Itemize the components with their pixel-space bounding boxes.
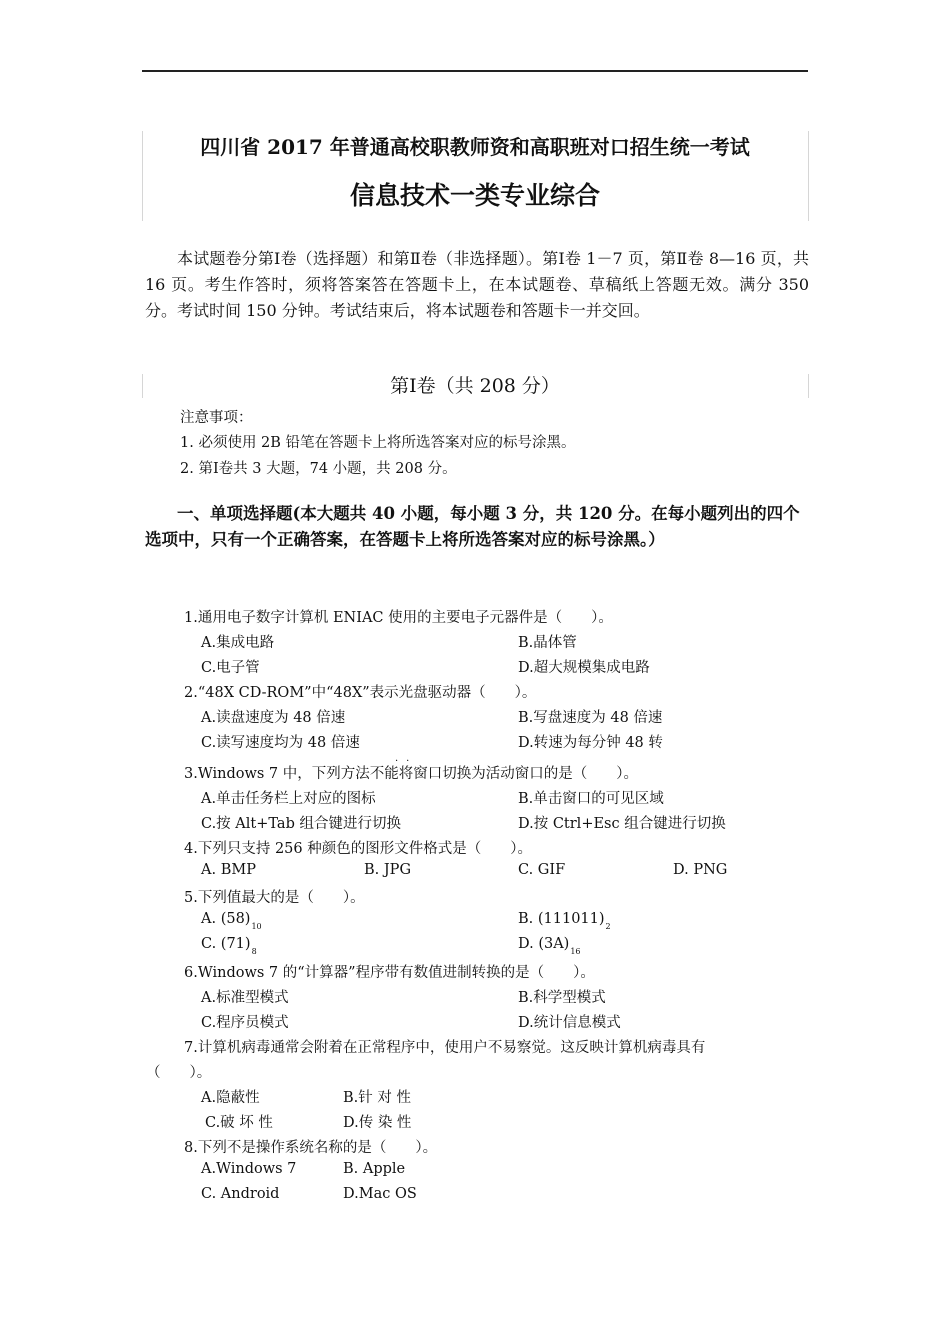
question-stem: 2.“48X CD-ROM”中“48X”表示光盘驱动器（ ）。: [184, 685, 537, 701]
question-stem: 6.Windows 7 的“计算器”程序带有数值进制转换的是（ ）。: [184, 965, 595, 981]
option: A. $(58)_{10}$: [201, 911, 262, 931]
option: C.程序员模式: [201, 1015, 289, 1031]
base-subscript: 16: [570, 947, 581, 956]
option: B.晶体管: [518, 635, 577, 651]
option: D.超大规模集成电路: [518, 660, 650, 676]
option: D.传 染 性: [343, 1115, 412, 1131]
option: D.Mac OS: [343, 1186, 417, 1202]
notes-title: 注意事项：: [180, 410, 253, 426]
option: C.破 坏 性: [205, 1115, 273, 1131]
option: D. $(3A)_{16}$: [518, 936, 581, 956]
option: C. GIF: [518, 862, 566, 878]
option: B.科学型模式: [518, 990, 606, 1006]
option: C.按 Alt+Tab 组合键进行切换: [201, 816, 401, 832]
option: A.读盘速度为 48 倍速: [201, 710, 346, 726]
question-stem: 5.下列值最大的是（ ）。: [184, 890, 365, 906]
question-stem: 8.下列不是操作系统名称的是（ ）。: [184, 1140, 438, 1156]
option: A.隐蔽性: [201, 1090, 260, 1106]
part-heading: 一、单项选择题(本大题共 40 小题，每小题 3 分，共 120 分。在每小题列出的四个选项中，只有一个正确答案，在答题卡上将所选答案对应的标号涂黑。）: [145, 504, 800, 549]
option: A.Windows 7: [201, 1161, 297, 1177]
option: A.单击任务栏上对应的图标: [201, 791, 376, 807]
option: B.针 对 性: [343, 1090, 411, 1106]
option: A.集成电路: [201, 635, 275, 651]
option: B. $(111011)_2$: [518, 911, 611, 931]
question-stem-continued: （ ）。: [146, 1065, 212, 1081]
question-stem: 1.通用电子数字计算机 ENIAC 使用的主要电子元器件是（ ）。: [184, 610, 613, 626]
question-stem: 7.计算机病毒通常会附着在正常程序中，使用户不易察觉。这反映计算机病毒具有: [184, 1040, 706, 1056]
question-stem: 4.下列只支持 256 种颜色的图形文件格式是（ ）。: [184, 841, 532, 857]
option: C. $(71)_8$: [201, 936, 257, 956]
option: B. JPG: [364, 862, 412, 878]
question-stem: 3.Windows 7 中，下列方法不能将窗口切换为活动窗口的是（ ）。: [184, 766, 639, 782]
emphasis-dots: ··: [395, 756, 418, 767]
base-subscript: 8: [251, 947, 257, 956]
option: B.单击窗口的可见区域: [518, 791, 664, 807]
option: C. Android: [201, 1186, 280, 1202]
option: C.读写速度均为 48 倍速: [201, 735, 360, 751]
top-rule: [142, 70, 808, 72]
option: D.转速为每分钟 48 转: [518, 735, 663, 751]
option: D.统计信息模式: [518, 1015, 621, 1031]
option: B.写盘速度为 48 倍速: [518, 710, 663, 726]
option: B. Apple: [343, 1161, 406, 1177]
base-subscript: 2: [605, 922, 611, 931]
option: D. PNG: [673, 862, 728, 878]
option: D.按 Ctrl+Esc 组合键进行切换: [518, 816, 726, 832]
note-item: 2. 第Ⅰ卷共 3 大题，74 小题，共 208 分。: [180, 461, 457, 477]
note-item: 1. 必须使用 2B 铅笔在答题卡上将所选答案对应的标号涂黑。: [180, 435, 576, 451]
exam-subtitle: 信息技术一类专业综合: [349, 181, 600, 210]
base-subscript: 10: [251, 922, 262, 931]
option: A. BMP: [201, 862, 256, 878]
option: C.电子管: [201, 660, 260, 676]
exam-title: 四川省 2017 年普通高校职教师资和高职班对口招生统一考试: [200, 135, 750, 159]
intro-paragraph: 本试题卷分第Ⅰ卷（选择题）和第Ⅱ卷（非选择题）。第Ⅰ卷 1－7 页，第Ⅱ卷 8—16 页，共 16 页。考生作答时，须将答案答在答题卡上，在本试题卷、草稿纸上答题无效。满分 350 分。考试时间 150 分钟。考试结束后，将本试题卷和答题卡一并交回。: [145, 249, 809, 320]
section-heading: 第Ⅰ卷（共 208 分）: [390, 375, 560, 397]
option: A.标准型模式: [201, 990, 289, 1006]
